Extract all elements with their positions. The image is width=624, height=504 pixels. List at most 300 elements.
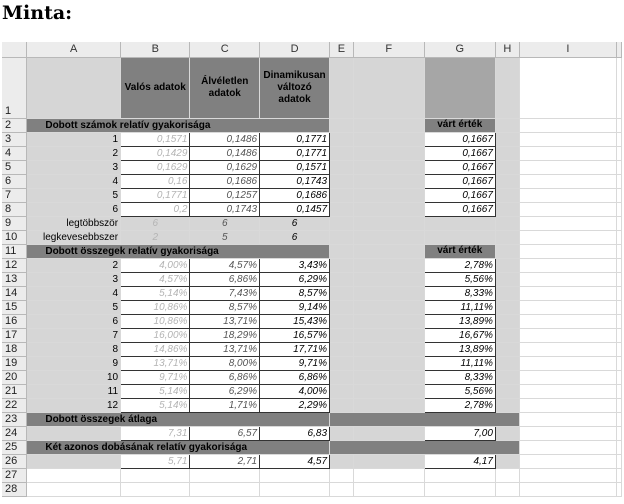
row-header-27[interactable]: 27 (2, 468, 27, 482)
row-header-24[interactable]: 24 (2, 426, 27, 440)
cell-e24[interactable] (330, 426, 354, 440)
cell-i14[interactable] (519, 286, 616, 300)
cell-f27[interactable] (353, 468, 424, 482)
cell-d21[interactable]: 4,00% (260, 384, 330, 398)
row-header-17[interactable]: 17 (2, 328, 27, 342)
cell-f8[interactable] (353, 202, 424, 216)
cell-i25[interactable] (519, 440, 616, 454)
cell-a28[interactable] (27, 482, 121, 496)
cell-b22[interactable]: 5,14% (121, 398, 190, 412)
cell-j16 (617, 314, 622, 328)
cell-h22[interactable] (495, 398, 519, 412)
cell-a16[interactable]: 6 (27, 314, 121, 328)
cell-c9[interactable]: 6 (190, 216, 260, 230)
row-header-5[interactable]: 5 (2, 160, 27, 174)
cell-h14[interactable] (495, 286, 519, 300)
row-header-7[interactable]: 7 (2, 188, 27, 202)
cell-i7[interactable] (519, 188, 616, 202)
cell-c14[interactable]: 7,43% (190, 286, 260, 300)
section-label-s11[interactable]: Dobott összegek relatív gyakorisága (27, 244, 330, 258)
row-header-14[interactable]: 14 (2, 286, 27, 300)
cell-h28[interactable] (495, 482, 519, 496)
row-header-1[interactable]: 1 (2, 57, 27, 118)
cell-b8[interactable]: 0,2 (121, 202, 190, 216)
cell-i4[interactable] (519, 146, 616, 160)
cell-f13[interactable] (353, 272, 424, 286)
cell-c8[interactable]: 0,1743 (190, 202, 260, 216)
sheet-row (2, 244, 622, 258)
cell-a13[interactable]: 3 (27, 272, 121, 286)
row-header-25[interactable]: 25 (2, 440, 27, 454)
cell-i24[interactable] (519, 426, 616, 440)
cell-j15 (617, 300, 622, 314)
cell-b6[interactable]: 0,16 (121, 174, 190, 188)
cell-f1[interactable] (353, 57, 424, 118)
cell-d5[interactable]: 0,1571 (260, 160, 330, 174)
cell-d28[interactable] (260, 482, 330, 496)
cell-j27 (617, 468, 622, 482)
cell-b4[interactable]: 0,1429 (121, 146, 190, 160)
cell-g19[interactable]: 11,11% (424, 356, 495, 370)
cell-e9[interactable] (330, 216, 354, 230)
cell-h1[interactable] (495, 57, 519, 118)
cell-h10[interactable] (495, 230, 519, 244)
cell-e8[interactable] (330, 202, 354, 216)
cell-d16[interactable]: 15,43% (260, 314, 330, 328)
column-header-e[interactable]: E (330, 42, 354, 57)
cell-a24[interactable] (27, 426, 121, 440)
section-label-s2[interactable]: Dobott számok relatív gyakorisága (27, 118, 330, 132)
cell-a6[interactable]: 4 (27, 174, 121, 188)
row-header-9[interactable]: 9 (2, 216, 27, 230)
row-header-2[interactable]: 2 (2, 118, 27, 132)
cell-g9[interactable] (424, 216, 495, 230)
cell-e5[interactable] (330, 160, 354, 174)
row-header-10[interactable]: 10 (2, 230, 27, 244)
cell-j9 (617, 216, 622, 230)
cell-b9[interactable]: 6 (121, 216, 190, 230)
cell-h13[interactable] (495, 272, 519, 286)
row-header-3[interactable]: 3 (2, 132, 27, 146)
cell-h15[interactable] (495, 300, 519, 314)
cell-j11 (617, 244, 622, 258)
cell-c28[interactable] (190, 482, 260, 496)
cell-g6[interactable]: 0,1667 (424, 174, 495, 188)
cell-a9[interactable]: legtöbbször (27, 216, 121, 230)
cell-g22[interactable]: 2,78% (424, 398, 495, 412)
column-header-d[interactable]: D (260, 42, 330, 57)
cell-a26[interactable] (27, 454, 121, 468)
cell-i23[interactable] (519, 412, 616, 426)
cell-c10[interactable]: 5 (190, 230, 260, 244)
cell-c15[interactable]: 8,57% (190, 300, 260, 314)
header-valos-adatok[interactable]: Valós adatok (121, 57, 190, 118)
cell-b26[interactable]: 5,71 (121, 454, 190, 468)
cell-e14[interactable] (330, 286, 354, 300)
cell-a3[interactable]: 1 (27, 132, 121, 146)
cell-f4[interactable] (353, 146, 424, 160)
cell-e20[interactable] (330, 370, 354, 384)
cell-e1[interactable] (330, 57, 354, 118)
section-label-s25[interactable]: Két azonos dobásának relatív gyakorisága (27, 440, 330, 454)
cell-i28[interactable] (519, 482, 616, 496)
cell-h27[interactable] (495, 468, 519, 482)
cell-e18[interactable] (330, 342, 354, 356)
cell-g18[interactable]: 13,89% (424, 342, 495, 356)
cell-f20[interactable] (353, 370, 424, 384)
cell-e3[interactable] (330, 132, 354, 146)
cell-j5 (617, 160, 622, 174)
cell-h4[interactable] (495, 146, 519, 160)
cell-a12[interactable]: 2 (27, 258, 121, 272)
column-header-c[interactable]: C (190, 42, 260, 57)
cell-f22[interactable] (353, 398, 424, 412)
cell-c24[interactable]: 6,57 (190, 426, 260, 440)
section-fill-s25[interactable] (330, 440, 520, 454)
cell-g14[interactable]: 8,33% (424, 286, 495, 300)
cell-b19[interactable]: 13,71% (121, 356, 190, 370)
cell-i18[interactable] (519, 342, 616, 356)
cell-f26[interactable] (353, 454, 424, 468)
cell-f7[interactable] (353, 188, 424, 202)
cell-f16[interactable] (353, 314, 424, 328)
sheet-row (2, 118, 622, 132)
cell-f18[interactable] (353, 342, 424, 356)
cell-e12[interactable] (330, 258, 354, 272)
row-header-22[interactable]: 22 (2, 398, 27, 412)
cell-e4[interactable] (330, 146, 354, 160)
cell-g17[interactable]: 16,67% (424, 328, 495, 342)
cell-h9[interactable] (495, 216, 519, 230)
row-header-20[interactable]: 20 (2, 370, 27, 384)
cell-h17[interactable] (495, 328, 519, 342)
cell-i6[interactable] (519, 174, 616, 188)
sheet-row (2, 216, 622, 230)
row-header-28[interactable]: 28 (2, 482, 27, 496)
cell-a18[interactable]: 8 (27, 342, 121, 356)
cell-j22 (617, 398, 622, 412)
cell-f24[interactable] (353, 426, 424, 440)
cell-h21[interactable] (495, 384, 519, 398)
cell-d18[interactable]: 17,71% (260, 342, 330, 356)
cell-c4[interactable]: 0,1486 (190, 146, 260, 160)
cell-i8[interactable] (519, 202, 616, 216)
column-header-i[interactable]: I (519, 42, 616, 57)
select-all-corner[interactable] (2, 42, 27, 57)
cell-d7[interactable]: 0,1686 (260, 188, 330, 202)
column-header-h[interactable]: H (495, 42, 519, 57)
cell-b14[interactable]: 5,14% (121, 286, 190, 300)
cell-i9[interactable] (519, 216, 616, 230)
cell-f19[interactable] (353, 356, 424, 370)
cell-a27[interactable] (27, 468, 121, 482)
sheet-row (2, 202, 622, 216)
sheet-row (2, 230, 622, 244)
cell-d4[interactable]: 0,1771 (260, 146, 330, 160)
header-vart-ertek-11[interactable]: várt érték (424, 244, 495, 258)
cell-f17[interactable] (353, 328, 424, 342)
cell-b3[interactable]: 0,1571 (121, 132, 190, 146)
row-header-19[interactable]: 19 (2, 356, 27, 370)
cell-c7[interactable]: 0,1257 (190, 188, 260, 202)
column-header-blank (617, 42, 622, 57)
cell-h24[interactable] (495, 426, 519, 440)
row-header-16[interactable]: 16 (2, 314, 27, 328)
row-header-18[interactable]: 18 (2, 342, 27, 356)
column-header-a[interactable]: A (27, 42, 121, 57)
cell-b10[interactable]: 2 (121, 230, 190, 244)
cell-e21[interactable] (330, 384, 354, 398)
cell-i21[interactable] (519, 384, 616, 398)
cell-f12[interactable] (353, 258, 424, 272)
row-header-15[interactable]: 15 (2, 300, 27, 314)
header-alveletlen-adatok[interactable]: Álvéletlen adatok (190, 57, 260, 118)
cell-a5[interactable]: 3 (27, 160, 121, 174)
cell-h16[interactable] (495, 314, 519, 328)
cell-b21[interactable]: 5,14% (121, 384, 190, 398)
cell-f9[interactable] (353, 216, 424, 230)
cell-i10[interactable] (519, 230, 616, 244)
cell-f10[interactable] (353, 230, 424, 244)
cell-f5[interactable] (353, 160, 424, 174)
cell-d13[interactable]: 6,29% (260, 272, 330, 286)
cell-e17[interactable] (330, 328, 354, 342)
cell-e6[interactable] (330, 174, 354, 188)
cell-j8 (617, 202, 622, 216)
sheet-row (2, 426, 622, 440)
cell-g13[interactable]: 5,56% (424, 272, 495, 286)
cell-a19[interactable]: 9 (27, 356, 121, 370)
cell-g16[interactable]: 13,89% (424, 314, 495, 328)
cell-h18[interactable] (495, 342, 519, 356)
cell-g15[interactable]: 11,11% (424, 300, 495, 314)
cell-b12[interactable]: 4,00% (121, 258, 190, 272)
cell-f14[interactable] (353, 286, 424, 300)
cell-b16[interactable]: 10,86% (121, 314, 190, 328)
cell-c5[interactable]: 0,1629 (190, 160, 260, 174)
cell-h2[interactable] (495, 118, 519, 132)
cell-d27[interactable] (260, 468, 330, 482)
row-header-4[interactable]: 4 (2, 146, 27, 160)
cell-f2[interactable] (353, 118, 424, 132)
cell-c17[interactable]: 18,29% (190, 328, 260, 342)
cell-g28[interactable] (424, 482, 495, 496)
cell-d14[interactable]: 8,57% (260, 286, 330, 300)
cell-f6[interactable] (353, 174, 424, 188)
cell-e11[interactable] (330, 244, 354, 258)
cell-h26[interactable] (495, 454, 519, 468)
cell-d8[interactable]: 0,1457 (260, 202, 330, 216)
section-label-s23[interactable]: Dobott összegek átlaga (27, 412, 330, 426)
cell-h7[interactable] (495, 188, 519, 202)
cell-h3[interactable] (495, 132, 519, 146)
cell-c13[interactable]: 6,86% (190, 272, 260, 286)
cell-b28[interactable] (121, 482, 190, 496)
cell-e26[interactable] (330, 454, 354, 468)
cell-e13[interactable] (330, 272, 354, 286)
cell-c3[interactable]: 0,1486 (190, 132, 260, 146)
cell-i2[interactable] (519, 118, 616, 132)
header-dinamikus-adatok[interactable]: Dinamikusan változó adatok (260, 57, 330, 118)
cell-b17[interactable]: 16,00% (121, 328, 190, 342)
cell-b13[interactable]: 4,57% (121, 272, 190, 286)
cell-c22[interactable]: 1,71% (190, 398, 260, 412)
section-fill-s23[interactable] (330, 412, 520, 426)
cell-a15[interactable]: 5 (27, 300, 121, 314)
cell-c6[interactable]: 0,1686 (190, 174, 260, 188)
row-header-11[interactable]: 11 (2, 244, 27, 258)
cell-a20[interactable]: 10 (27, 370, 121, 384)
row-header-21[interactable]: 21 (2, 384, 27, 398)
cell-i17[interactable] (519, 328, 616, 342)
row-header-23[interactable]: 23 (2, 412, 27, 426)
cell-g20[interactable]: 8,33% (424, 370, 495, 384)
cell-a10[interactable]: legkevesebbszer (27, 230, 121, 244)
cell-c21[interactable]: 6,29% (190, 384, 260, 398)
column-header-b[interactable]: B (121, 42, 190, 57)
cell-e10[interactable] (330, 230, 354, 244)
sheet-row (2, 468, 622, 482)
cell-b7[interactable]: 0,1771 (121, 188, 190, 202)
cell-i13[interactable] (519, 272, 616, 286)
sheet-row (2, 258, 622, 272)
cell-h20[interactable] (495, 370, 519, 384)
cell-c20[interactable]: 6,86% (190, 370, 260, 384)
cell-g8[interactable]: 0,1667 (424, 202, 495, 216)
cell-i1[interactable] (519, 57, 616, 118)
cell-e22[interactable] (330, 398, 354, 412)
row-header-13[interactable]: 13 (2, 272, 27, 286)
cell-d22[interactable]: 2,29% (260, 398, 330, 412)
cell-a22[interactable]: 12 (27, 398, 121, 412)
cell-d9[interactable]: 6 (260, 216, 330, 230)
cell-h6[interactable] (495, 174, 519, 188)
sheet-row (2, 300, 622, 314)
cell-g26[interactable]: 4,17 (424, 454, 495, 468)
cell-i19[interactable] (519, 356, 616, 370)
cell-i27[interactable] (519, 468, 616, 482)
cell-h12[interactable] (495, 258, 519, 272)
cell-i11[interactable] (519, 244, 616, 258)
column-header-f[interactable]: F (353, 42, 424, 57)
cell-e16[interactable] (330, 314, 354, 328)
cell-c26[interactable]: 2,71 (190, 454, 260, 468)
cell-b18[interactable]: 14,86% (121, 342, 190, 356)
row-header-8[interactable]: 8 (2, 202, 27, 216)
cell-i22[interactable] (519, 398, 616, 412)
cell-g24[interactable]: 7,00 (424, 426, 495, 440)
cell-f11[interactable] (353, 244, 424, 258)
cell-d26[interactable]: 4,57 (260, 454, 330, 468)
cell-e28[interactable] (330, 482, 354, 496)
cell-g5[interactable]: 0,1667 (424, 160, 495, 174)
cell-h19[interactable] (495, 356, 519, 370)
cell-f15[interactable] (353, 300, 424, 314)
cell-d17[interactable]: 16,57% (260, 328, 330, 342)
cell-h8[interactable] (495, 202, 519, 216)
cell-i20[interactable] (519, 370, 616, 384)
cell-h11[interactable] (495, 244, 519, 258)
cell-b5[interactable]: 0,1629 (121, 160, 190, 174)
cell-e7[interactable] (330, 188, 354, 202)
cell-f21[interactable] (353, 384, 424, 398)
cell-d19[interactable]: 9,71% (260, 356, 330, 370)
cell-g4[interactable]: 0,1667 (424, 146, 495, 160)
cell-e15[interactable] (330, 300, 354, 314)
row-header-6[interactable]: 6 (2, 174, 27, 188)
sheet-row (2, 174, 622, 188)
cell-a21[interactable]: 11 (27, 384, 121, 398)
row-header-26[interactable]: 26 (2, 454, 27, 468)
cell-b24[interactable]: 7,31 (121, 426, 190, 440)
cell-d15[interactable]: 9,14% (260, 300, 330, 314)
sheet-row (2, 454, 622, 468)
cell-g10[interactable] (424, 230, 495, 244)
cell-e2[interactable] (330, 118, 354, 132)
cell-c18[interactable]: 13,71% (190, 342, 260, 356)
cell-a7[interactable]: 5 (27, 188, 121, 202)
cell-j24 (617, 426, 622, 440)
cell-g21[interactable]: 5,56% (424, 384, 495, 398)
cell-j6 (617, 174, 622, 188)
row-header-12[interactable]: 12 (2, 258, 27, 272)
spreadsheet-grid (2, 42, 622, 497)
cell-a4[interactable]: 2 (27, 146, 121, 160)
cell-e27[interactable] (330, 468, 354, 482)
cell-g27[interactable] (424, 468, 495, 482)
cell-c12[interactable]: 4,57% (190, 258, 260, 272)
cell-c27[interactable] (190, 468, 260, 482)
cell-j7 (617, 188, 622, 202)
cell-i16[interactable] (519, 314, 616, 328)
cell-c19[interactable]: 8,00% (190, 356, 260, 370)
cell-d24[interactable]: 6,83 (260, 426, 330, 440)
sheet-row (2, 398, 622, 412)
cell-i3[interactable] (519, 132, 616, 146)
cell-d20[interactable]: 6,86% (260, 370, 330, 384)
cell-e19[interactable] (330, 356, 354, 370)
cell-a8[interactable]: 6 (27, 202, 121, 216)
sheet-row (2, 384, 622, 398)
cell-i5[interactable] (519, 160, 616, 174)
cell-c16[interactable]: 13,71% (190, 314, 260, 328)
cell-a1[interactable] (27, 57, 121, 118)
cell-b15[interactable]: 10,86% (121, 300, 190, 314)
cell-i15[interactable] (519, 300, 616, 314)
cell-d12[interactable]: 3,43% (260, 258, 330, 272)
cell-d3[interactable]: 0,1771 (260, 132, 330, 146)
cell-d10[interactable]: 6 (260, 230, 330, 244)
column-header-g[interactable]: G (424, 42, 495, 57)
cell-j19 (617, 356, 622, 370)
cell-g7[interactable]: 0,1667 (424, 188, 495, 202)
cell-a14[interactable]: 4 (27, 286, 121, 300)
cell-h5[interactable] (495, 160, 519, 174)
cell-g3[interactable]: 0,1667 (424, 132, 495, 146)
cell-j10 (617, 230, 622, 244)
cell-f28[interactable] (353, 482, 424, 496)
cell-d6[interactable]: 0,1743 (260, 174, 330, 188)
cell-g12[interactable]: 2,78% (424, 258, 495, 272)
cell-f3[interactable] (353, 132, 424, 146)
cell-g1[interactable] (424, 57, 495, 118)
cell-b20[interactable]: 9,71% (121, 370, 190, 384)
cell-i12[interactable] (519, 258, 616, 272)
header-vart-ertek-2[interactable]: várt érték (424, 118, 495, 132)
cell-a17[interactable]: 7 (27, 328, 121, 342)
cell-b27[interactable] (121, 468, 190, 482)
cell-i26[interactable] (519, 454, 616, 468)
